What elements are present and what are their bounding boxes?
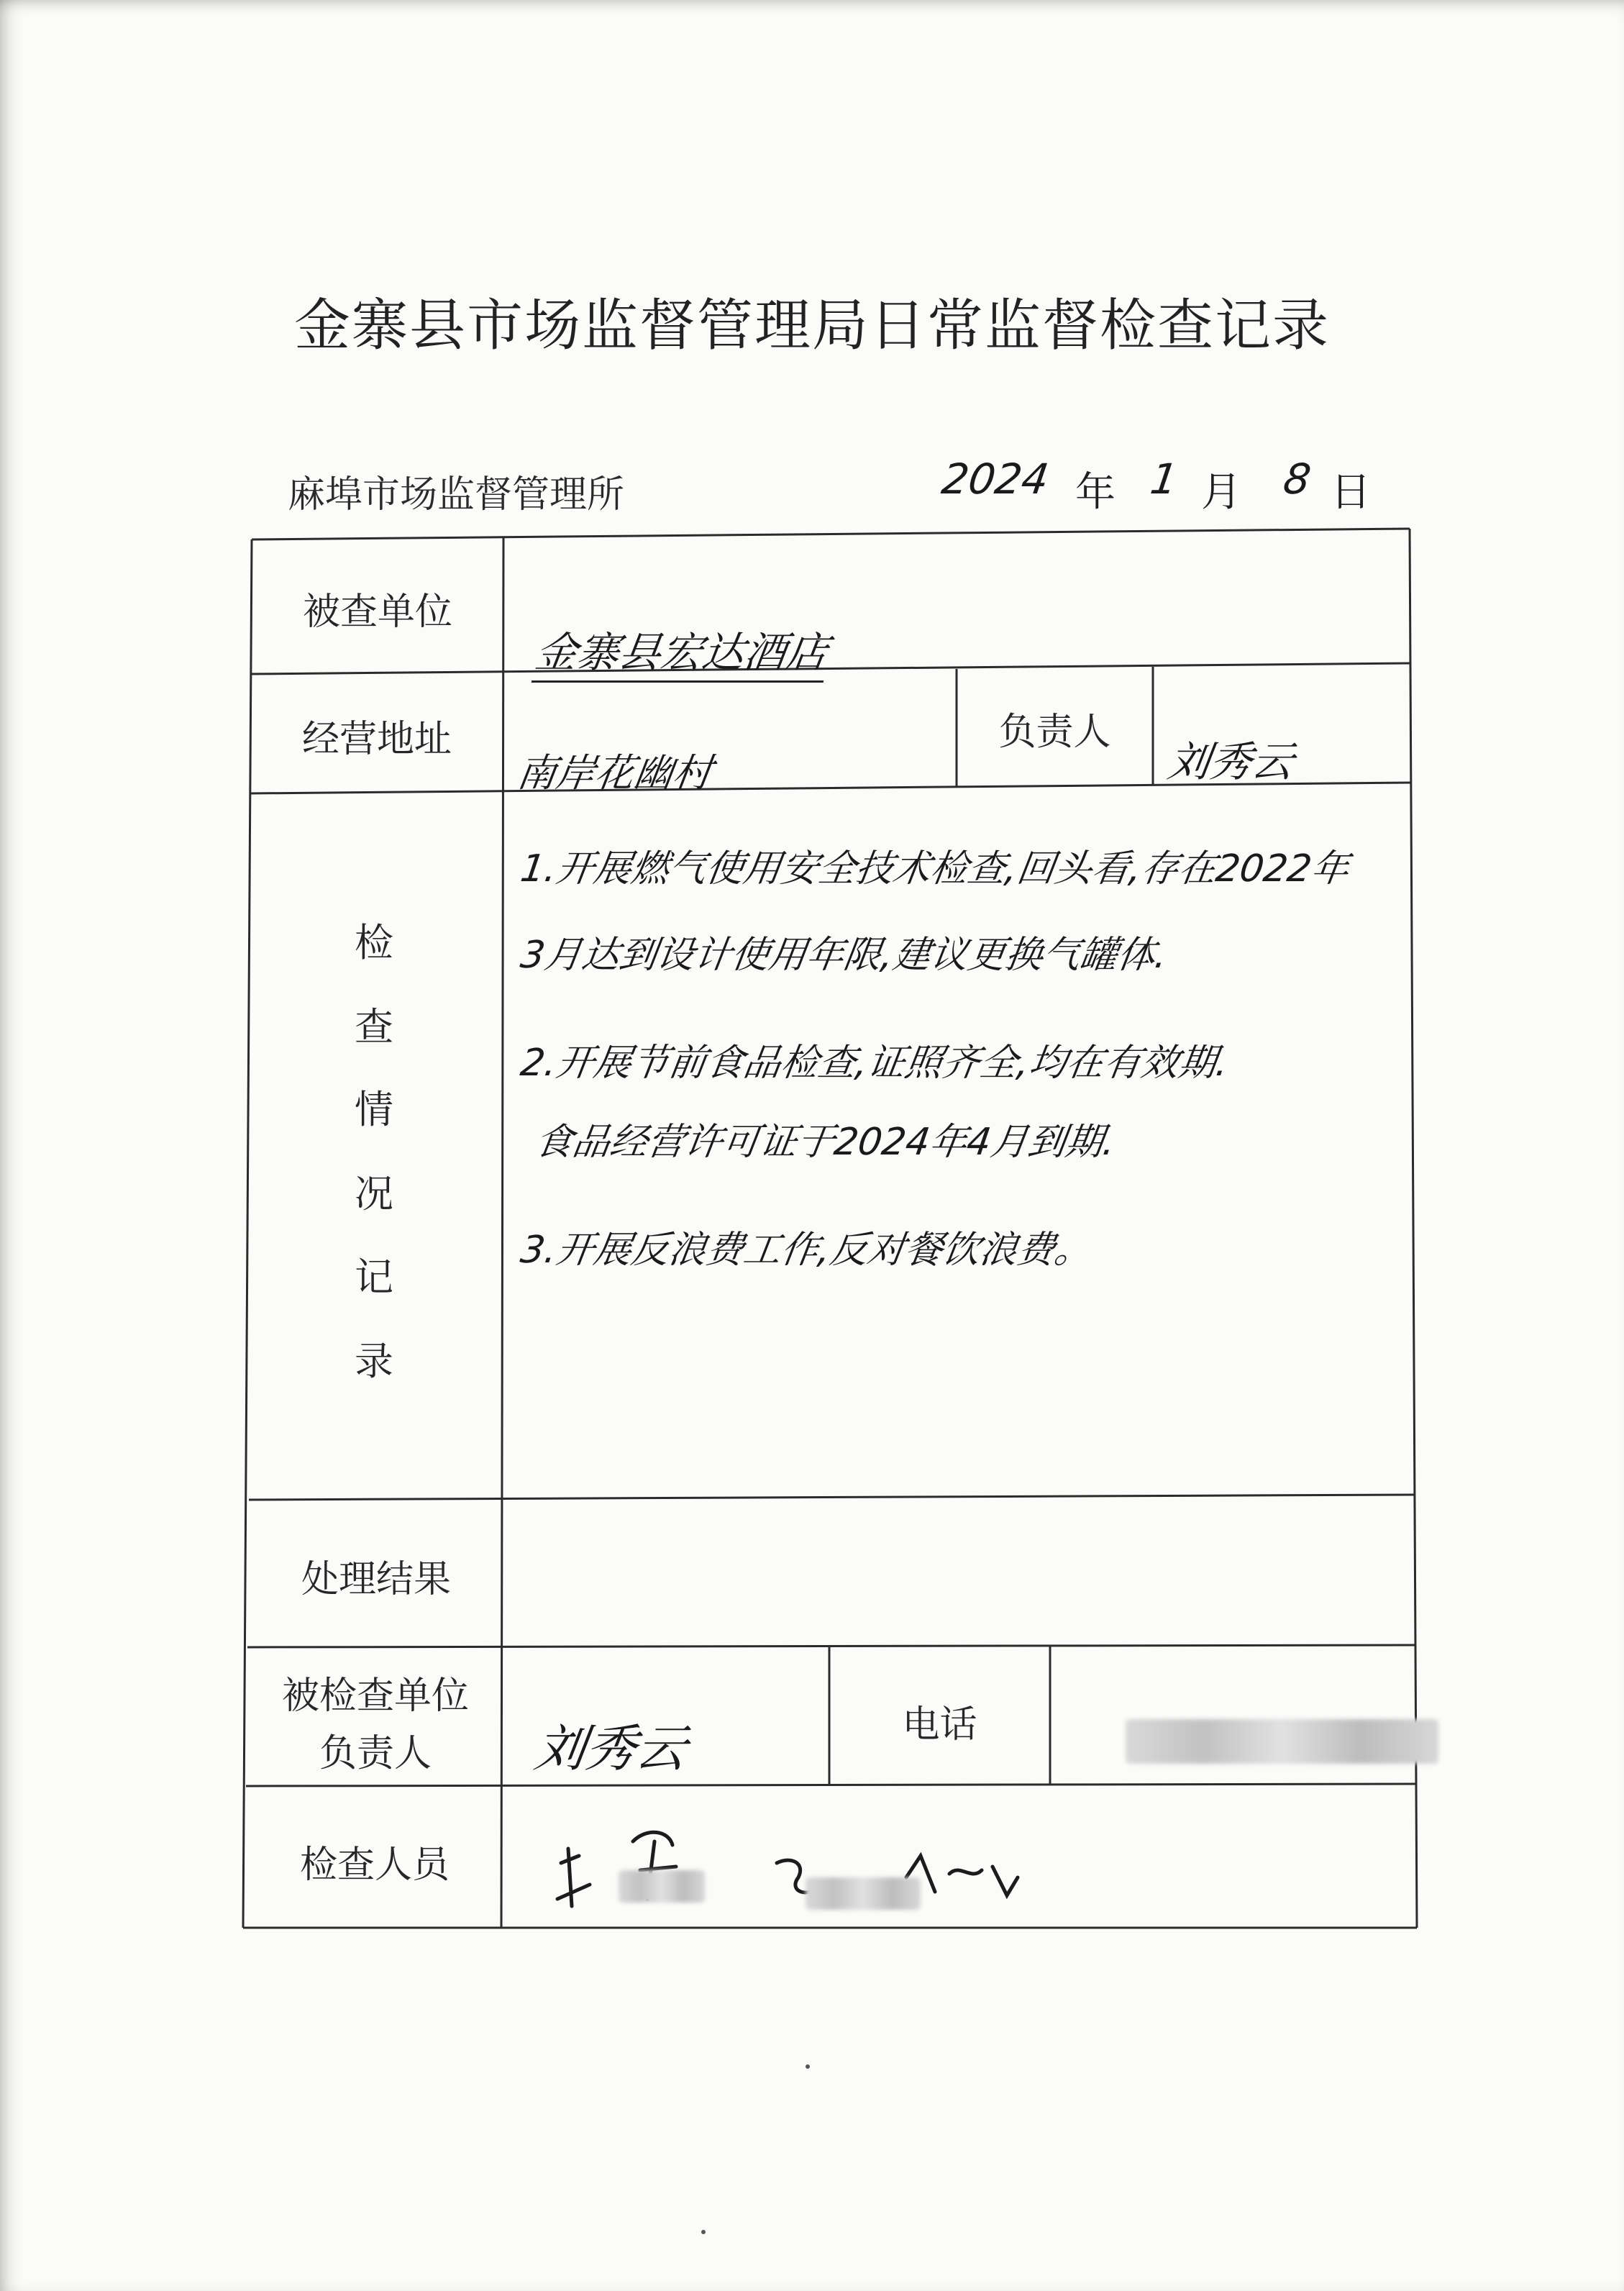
record-line-4: 食品经营许可证于2024年4月到期. [532, 1121, 1118, 1164]
inspected-unit-value: 金寨县宏达酒店 [532, 619, 833, 683]
inspector-blur-2 [806, 1877, 921, 1910]
inspector-blur-1 [619, 1870, 705, 1903]
record-label-char-1: 检 [355, 920, 393, 965]
unit-signature-label-line1: 被检查单位 [281, 1675, 469, 1718]
record-label-char-4: 况 [355, 1171, 393, 1216]
document-title: 金寨县市场监督管理局日常监督检查记录 [293, 293, 1330, 358]
paper-speck [806, 2064, 810, 2069]
record-line-3: 2.开展节前食品检查,证照齐全,均在有效期. [518, 1042, 1231, 1085]
date-month: 1 [1147, 455, 1181, 504]
record-line-1: 1.开展燃气使用安全技术检查,回头看,存在2022年 [518, 847, 1352, 891]
record-label-char-2: 查 [355, 1004, 393, 1049]
date-day-label: 日 [1331, 469, 1371, 516]
inspector-signature-scribble [547, 1813, 1050, 1921]
record-line-2: 3月达到设计使用年限,建议更换气罐体. [518, 934, 1170, 977]
result-label: 处理结果 [301, 1558, 451, 1601]
date-year-label: 年 [1075, 469, 1116, 516]
person-in-charge-label: 负责人 [998, 711, 1111, 754]
address-label: 经营地址 [301, 718, 452, 761]
inspectors-label: 检查人员 [299, 1844, 450, 1887]
unit-signature-value: 刘秀云 [531, 1719, 690, 1778]
date-day: 8 [1280, 455, 1314, 504]
phone-blurred-value [1126, 1719, 1438, 1764]
record-label-char-5: 记 [355, 1254, 393, 1300]
record-label-char-6: 录 [355, 1339, 393, 1384]
inspected-unit-label: 被查单位 [302, 591, 452, 634]
date-year: 2024 [939, 455, 1052, 504]
phone-label: 电话 [902, 1703, 977, 1746]
record-line-5: 3.开展反浪费工作,反对餐饮浪费。 [518, 1229, 1095, 1272]
person-in-charge-value: 刘秀云 [1164, 737, 1297, 786]
paper-speck [701, 2230, 706, 2234]
date-month-label: 月 [1201, 469, 1241, 516]
record-label-char-3: 情 [355, 1087, 393, 1132]
unit-signature-label-line2: 负责人 [319, 1732, 432, 1775]
office-name: 麻埠市场监督管理所 [288, 473, 625, 516]
address-value: 南岸花幽村 [514, 750, 715, 796]
